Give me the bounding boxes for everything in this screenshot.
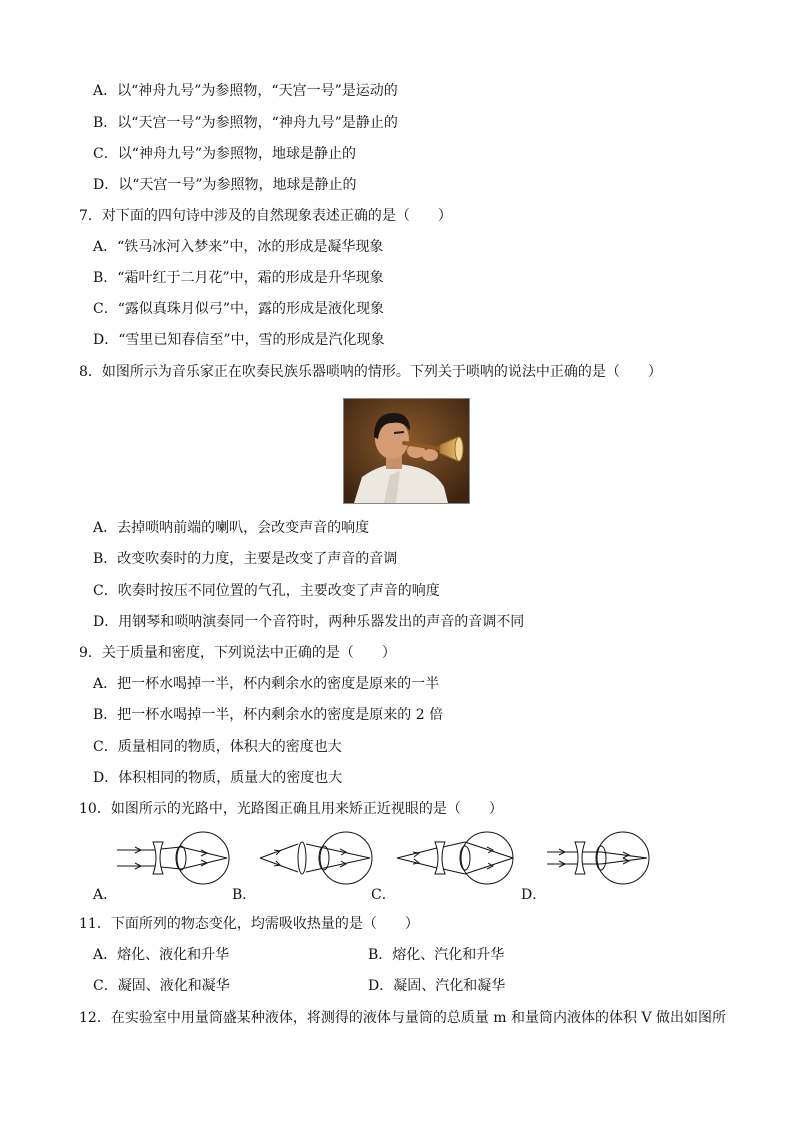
q10-stem: 10．如图所示的光路中，光路图正确且用来矫正近视眼的是（ ） [79, 801, 503, 817]
q11-option-c: C．凝固、液化和凝华 [93, 978, 230, 994]
q7-option-d: D．“雪里已知春信至”中，雪的形成是汽化现象 [93, 332, 385, 348]
q7-stem: 7．对下面的四句诗中涉及的自然现象表述正确的是（ ） [79, 208, 452, 224]
q8-option-d: D．用钢琴和唢呐演奏同一个音符时，两种乐器发出的声音的音调不同 [93, 614, 525, 630]
q7-option-a: A．“铁马冰河入梦来”中，冰的形成是凝华现象 [93, 239, 384, 255]
q6-option-b: B．以“天宫一号”为参照物，“神舟九号”是静止的 [93, 115, 398, 131]
q11-option-d: D．凝固、汽化和凝华 [368, 978, 506, 994]
q8-option-a: A．去掉唢呐前端的喇叭，会改变声音的响度 [93, 520, 370, 536]
q10-label-c: C． [371, 887, 396, 903]
q12-stem: 12．在实验室中用量筒盛某种液体，将测得的液体与量筒的总质量 m 和量筒内液体的体积 V 做出如图所 [79, 1010, 726, 1026]
q10-label-a: A． [93, 887, 118, 903]
q11-option-b: B．熔化、汽化和升华 [368, 947, 505, 963]
q10-label-d: D． [521, 887, 547, 903]
q7-option-c: C．“露似真珠月似弓”中，露的形成是液化现象 [93, 301, 385, 317]
suona-player-photo [343, 398, 470, 504]
q11-stem: 11．下面所列的物态变化，均需吸收热量的是（ ） [79, 916, 419, 932]
eye-diagram-c [395, 828, 520, 888]
q9-option-d: D．体积相同的物质，质量大的密度也大 [93, 770, 343, 786]
q8-option-b: B．改变吹奏时的力度，主要是改变了声音的音调 [93, 551, 398, 567]
q9-option-b: B．把一杯水喝掉一半，杯内剩余水的密度是原来的 2 倍 [93, 707, 444, 723]
q9-stem: 9．关于质量和密度，下列说法中正确的是（ ） [79, 645, 396, 661]
eye-diagram-d [545, 828, 655, 888]
q6-option-d: D．以“天宫一号”为参照物，地球是静止的 [93, 177, 357, 193]
q10-label-b: B． [232, 887, 257, 903]
q9-option-a: A．把一杯水喝掉一半，杯内剩余水的密度是原来的一半 [93, 676, 440, 692]
q6-option-a: A．以“神舟九号”为参照物，“天宫一号”是运动的 [93, 83, 398, 99]
eye-diagram-b [258, 828, 378, 888]
q9-option-c: C．质量相同的物质，体积大的密度也大 [93, 739, 342, 755]
eye-diagram-a [115, 828, 235, 888]
q8-stem: 8．如图所示为音乐家正在吹奏民族乐器唢呐的情形。下列关于唢呐的说法中正确的是（ ） [79, 364, 662, 380]
q7-option-b: B．“霜叶红于二月花”中，霜的形成是升华现象 [93, 270, 384, 286]
q6-option-c: C．以“神舟九号”为参照物，地球是静止的 [93, 146, 357, 162]
q11-option-a: A．熔化、液化和升华 [93, 947, 230, 963]
q8-option-c: C．吹奏时按压不同位置的气孔，主要改变了声音的响度 [93, 583, 440, 599]
